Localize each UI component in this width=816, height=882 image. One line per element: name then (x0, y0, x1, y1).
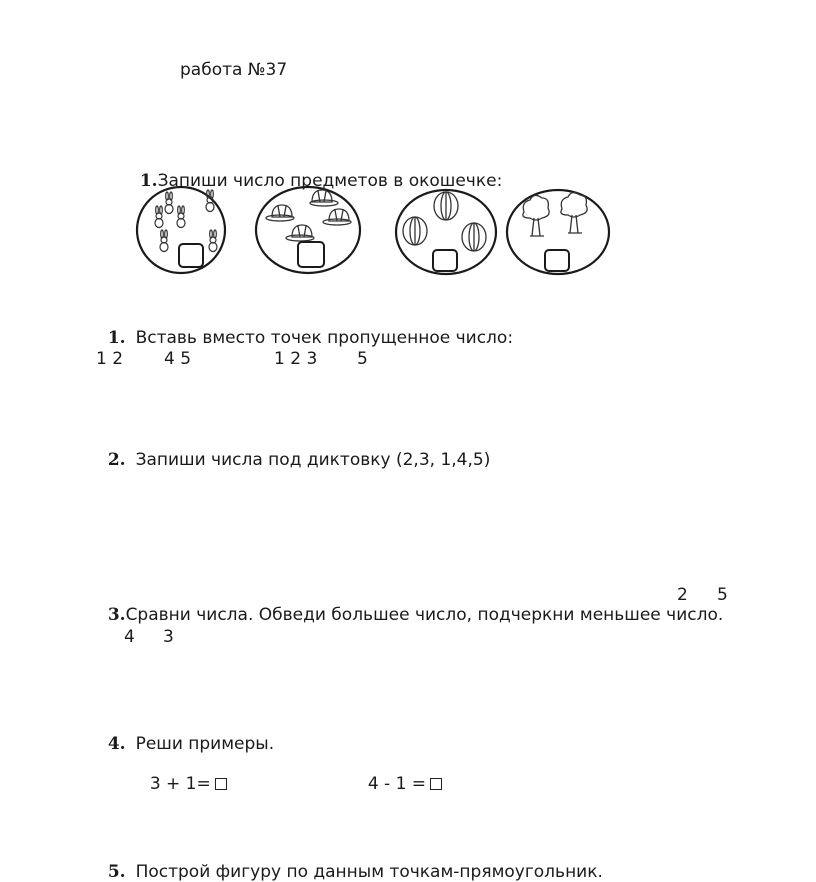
task-6 (97, 842, 603, 882)
answer-box[interactable] (179, 244, 203, 267)
compare-number-a: 2 (677, 585, 688, 605)
task-3 (97, 430, 490, 470)
sequence-d: 5 (357, 349, 368, 369)
tree-icon (523, 192, 587, 236)
tree-group (507, 190, 609, 274)
task-5-text: Реши примеры. (135, 734, 275, 754)
answer-box[interactable] (298, 242, 324, 267)
sequence-a: 1 2 (96, 349, 124, 369)
task-2-text: Вставь вместо точек пропущенное число: (135, 328, 514, 348)
sequence-b: 4 5 (164, 349, 192, 369)
task-6-text: Построй фигуру по данным точкам-прямоугольник. (135, 862, 603, 882)
bunny-icon (155, 190, 217, 252)
compare-number-d: 3 (163, 627, 174, 647)
answer-box[interactable] (215, 778, 227, 790)
task-5-number: 4. (107, 734, 126, 754)
answer-box[interactable] (433, 250, 457, 271)
task-3-number: 2. (107, 450, 126, 470)
task-6-number: 5. (107, 862, 126, 882)
task-5 (97, 714, 274, 754)
example-1 (139, 754, 227, 794)
task-1-text: Запиши число предметов в окошечке: (157, 171, 503, 191)
page-title: работа №37 (180, 60, 288, 80)
group-oval (256, 187, 360, 273)
example-1-text: 3 + 1= (149, 774, 211, 794)
example-2 (357, 754, 442, 794)
counting-pictures (134, 184, 614, 278)
answer-box[interactable] (545, 250, 569, 271)
task-3-text: Запиши числа под диктовку (2,3, 1,4,5) (135, 450, 491, 470)
ball-icon (403, 192, 486, 251)
sequence-c: 1 2 3 (274, 349, 318, 369)
task-1-number: 1. (139, 171, 158, 191)
cap-group (256, 187, 360, 273)
task-4 (97, 585, 723, 625)
task-4-number: 3. (107, 605, 126, 625)
task-4-text: Сравни числа. Обведи большее число, подчеркни меньшее число. (125, 605, 724, 625)
cap-icon (266, 190, 351, 241)
ball-group (396, 190, 496, 274)
compare-number-b: 5 (717, 585, 728, 605)
task-2 (97, 308, 513, 348)
bunny-group (137, 187, 225, 273)
answer-box[interactable] (430, 778, 442, 790)
group-oval (507, 190, 609, 274)
task-2-number: 1. (107, 328, 126, 348)
compare-number-c: 4 (124, 627, 135, 647)
example-2-text: 4 - 1 = (367, 774, 427, 794)
